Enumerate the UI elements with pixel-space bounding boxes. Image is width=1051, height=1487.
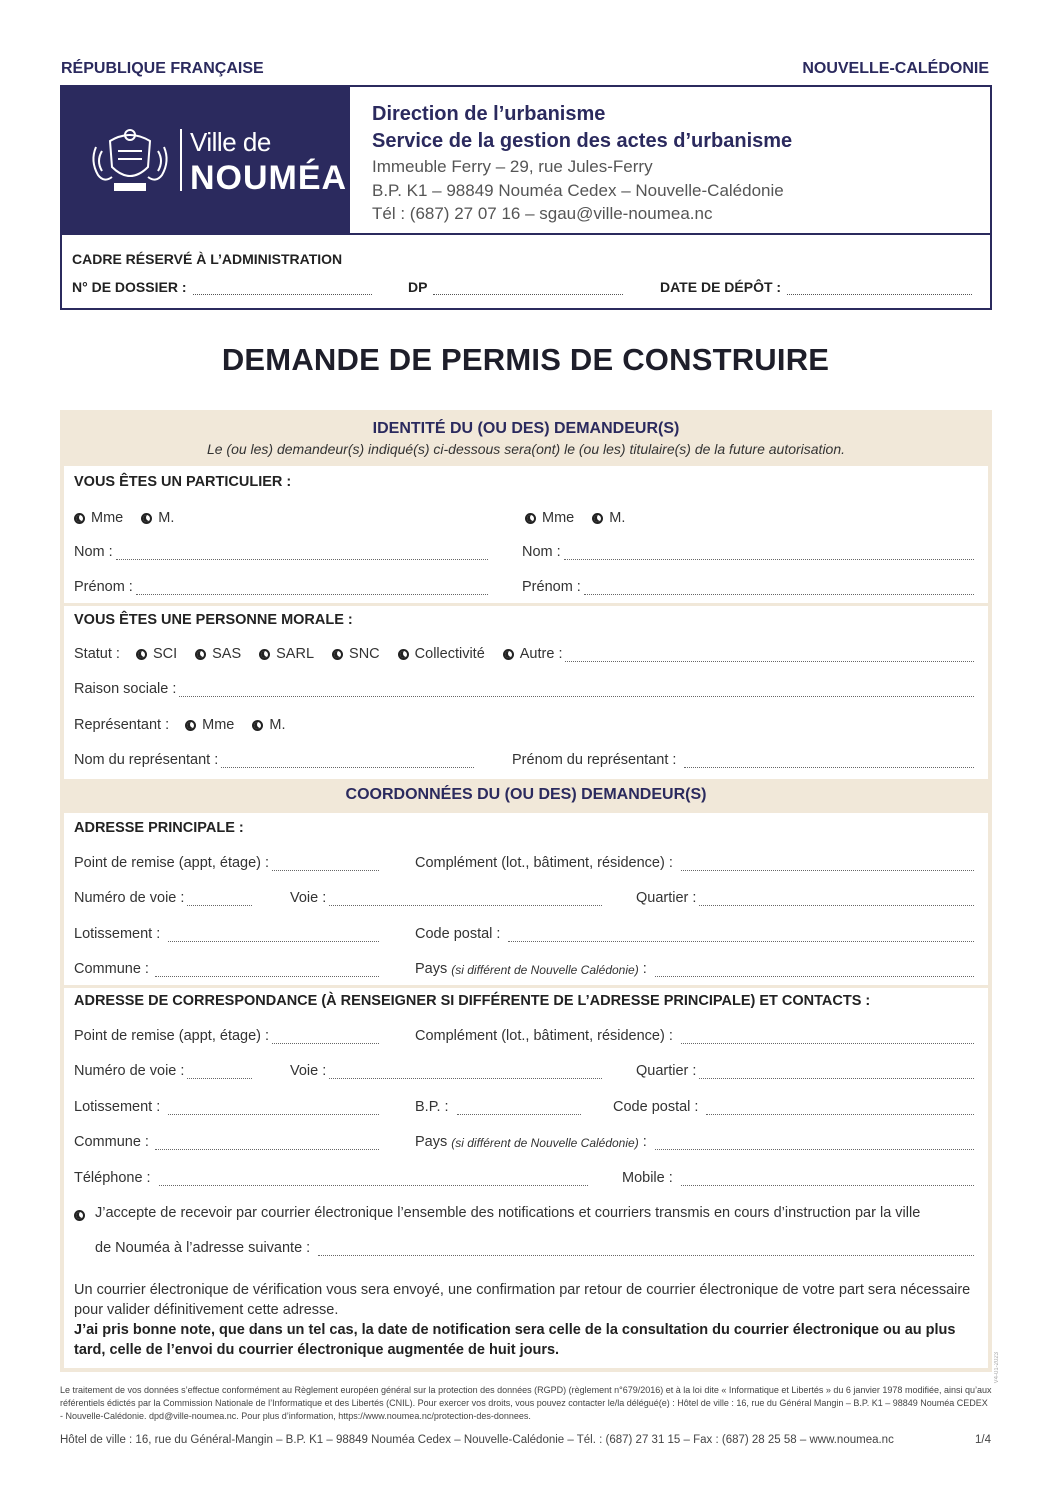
radio-circle-icon [503,649,514,660]
identite-title: IDENTITÉ DU (OU DES) DEMANDEUR(S) [372,420,680,437]
point-remise-field-2[interactable] [74,1028,379,1044]
radio-m-2[interactable] [592,510,625,526]
radio-label: SAS [212,646,242,662]
radio-circle-icon [141,513,152,524]
particulier-civilite-2 [525,510,643,526]
coordonnees-band [64,779,988,813]
radio-label: Mme [202,717,235,733]
email-field[interactable] [95,1240,974,1256]
adresse-principale-heading: ADRESSE PRINCIPALE : [74,820,244,836]
pays-label: Pays [415,1134,448,1150]
gdpr-notice: Le traitement de vos données s’effectue conformément au Règlement européen général sur la protection des données (RGPD) (règlement n°679/2016) et à la loi dite « Informatique et Libertés » du 6 janvier 1978 modifiée, ainsi qu’aux référentiels édictés par la Commission Nationale de l’Informatique et des Libertés (CNIL). Pour exercer vos droits, vous pouvez contacter le/la délégué(e) : Hôtel de ville : 16, rue du Général Mangin – B.P. K1 – 98849 Nouméa CEDEX - Nouvelle-Calédonie. dpd@ville-noumea.nc. Pour plus d’information, https://www.noumea.nc/protection-des-donnees. [60,1385,992,1421]
radio-label: Mme [91,510,124,526]
radio-circle-icon [259,649,270,660]
raison-sociale-field[interactable] [74,681,974,697]
lotissement-field-1[interactable] [74,926,379,942]
dossier-field[interactable] [72,279,372,295]
radio-circle-icon [332,649,343,660]
particulier-civilite-1 [74,510,192,526]
code-postal-field-1[interactable] [415,926,974,942]
complement-field-2[interactable] [415,1028,974,1044]
radio-rep-m[interactable] [252,717,285,733]
pays-field-1[interactable] [415,961,974,977]
date-depot-field[interactable] [660,279,972,295]
code-postal-field-2[interactable] [613,1099,974,1115]
contact-block [372,101,982,226]
radio-label: SNC [349,646,380,662]
numero-voie-field-1[interactable] [74,890,252,906]
quartier-label: Quartier : [636,890,697,906]
prenom-field-2[interactable] [522,579,974,595]
republique-label: RÉPUBLIQUE FRANÇAISE [61,60,264,77]
particulier-heading: VOUS ÊTES UN PARTICULIER : [74,474,292,490]
prenom-representant-field[interactable] [512,752,974,768]
voie-label: Voie : [290,1063,327,1079]
quartier-label: Quartier : [636,1063,697,1079]
radio-circle-icon [252,720,263,731]
radio-label: Mme [542,510,575,526]
voie-label: Voie : [290,890,327,906]
morale-heading: VOUS ÊTES UNE PERSONNE MORALE : [74,612,353,628]
logo-noumea-text: NOUMÉA [190,159,348,197]
contact-bp: B.P. K1 – 98849 Nouméa Cedex – Nouvelle-Calédonie [372,180,784,200]
complement-field-1[interactable] [415,855,974,871]
radio-circle-icon [136,649,147,660]
radio-label: Collectivité [414,646,485,662]
point-remise-label: Point de remise (appt, étage) : [74,855,270,871]
territory-label: NOUVELLE-CALÉDONIE [802,60,989,77]
form-frame [60,410,992,1372]
commune-field-1[interactable] [74,961,379,977]
lotissement-label: Lotissement : [74,926,161,942]
prenom-rep-label: Prénom du représentant : [512,752,677,768]
contact-tel: Tél : (687) 27 07 16 – sgau@ville-noumea.nc [372,204,713,223]
numero-voie-label: Numéro de voie : [74,890,185,906]
bp-field[interactable] [415,1099,581,1115]
direction-name: Direction de l’urbanisme [372,103,606,125]
representant-label: Représentant : [74,717,170,733]
admin-title: CADRE RÉSERVÉ À L’ADMINISTRATION [72,251,343,267]
radio-label: Autre : [519,646,563,662]
header-box [60,85,992,310]
radio-label: SCI [152,646,178,662]
section-divider [64,985,988,988]
numero-voie-label: Numéro de voie : [74,1063,185,1079]
logo-panel [62,87,348,235]
email-label: de Nouméa à l’adresse suivante : [95,1240,311,1256]
accept-email-row [74,1205,974,1221]
radio-collectivite[interactable] [398,646,485,662]
code-postal-label: Code postal : [415,926,501,942]
identite-band [64,414,988,466]
dossier-label: N° DE DOSSIER : [72,279,187,295]
nom-rep-label: Nom du représentant : [74,752,219,768]
notice-block [74,1280,974,1360]
voie-field-1[interactable] [290,890,602,906]
representant-row [74,717,303,733]
section-divider [64,603,988,606]
pays-colon: : [642,961,647,977]
pays-field-2[interactable] [415,1134,974,1150]
raison-label: Raison sociale : [74,681,177,697]
pays-label: Pays [415,961,448,977]
radio-sas[interactable] [195,646,241,662]
footer-address: Hôtel de ville : 16, rue du Général-Mangin – B.P. K1 – 98849 Nouméa Cedex – Nouvelle-Calédonie – Tél. : (687) 27 31 15 – Fax : (687) 28 25 58 – www.noumea.nc [60,1434,894,1446]
point-remise-field-1[interactable] [74,855,379,871]
pays-colon: : [642,1134,647,1150]
complement-label: Complément (lot., bâtiment, résidence) : [415,855,673,871]
complement-label: Complément (lot., bâtiment, résidence) : [415,1028,673,1044]
radio-circle-icon [74,1210,85,1221]
telephone-label: Téléphone : [74,1170,151,1186]
radio-snc[interactable] [332,646,380,662]
voie-field-2[interactable] [290,1063,602,1079]
radio-m-1[interactable] [141,510,174,526]
service-name: Service de la gestion des actes d’urbanisme [372,130,793,152]
radio-label: M. [609,510,626,526]
contact-address: Immeuble Ferry – 29, rue Jules-Ferry [372,157,653,176]
radio-circle-icon [398,649,409,660]
date-depot-label: DATE DE DÉPÔT : [660,279,782,295]
radio-label: M. [269,717,286,733]
telephone-field[interactable] [74,1170,588,1186]
prenom-label: Prénom : [74,579,133,595]
dp-field[interactable] [408,279,623,295]
nom-representant-field[interactable] [74,752,474,768]
bp-label: B.P. : [415,1099,449,1115]
logo-separator [180,129,182,191]
numero-voie-field-2[interactable] [74,1063,252,1079]
notice-text: Un courrier électronique de vérification vous sera envoyé, une confirmation par retour de courrier électronique de votre part sera nécessaire pour valider définitivement cette adresse. [74,1282,971,1318]
radio-rep-mme[interactable] [185,717,234,733]
radio-circle-icon [74,513,85,524]
pays-note: (si différent de Nouvelle Calédonie) [451,1136,639,1150]
quartier-field-2[interactable] [636,1063,974,1079]
adresse-correspondance-heading: ADRESSE DE CORRESPONDANCE (À RENSEIGNER SI DIFFÉRENTE DE L’ADRESSE PRINCIPALE) ET CONTACTS : [74,993,871,1009]
commune-field-2[interactable] [74,1134,379,1150]
radio-sci[interactable] [136,646,177,662]
radio-circle-icon [185,720,196,731]
radio-circle-icon [592,513,603,524]
radio-autre[interactable] [503,646,563,662]
identite-subtitle: Le (ou les) demandeur(s) indiqué(s) ci-dessous sera(ont) le (ou les) titulaire(s) de la future autorisation. [206,441,846,457]
contact-bottom-rule [348,233,992,235]
page-number: 1/4 [975,1434,991,1446]
lotissement-field-2[interactable] [74,1099,379,1115]
page-title: DEMANDE DE PERMIS DE CONSTRUIRE [221,342,830,377]
notice-bold-text: J’ai pris bonne note, que dans un tel cas, la date de notification sera celle de la consultation du courrier électronique ou au plus tard, celle de l’envoi du courrier électronique augmentée de huit jours. [74,1322,956,1358]
code-postal-label: Code postal : [613,1099,699,1115]
radio-mme-2[interactable] [525,510,574,526]
prenom-field-1[interactable] [74,579,488,595]
prenom-label: Prénom : [522,579,581,595]
noumea-crest-icon [88,127,172,193]
contact-divider [348,87,350,235]
radio-circle-icon [195,649,206,660]
version-label: V4-01-2023 [994,1352,1000,1384]
commune-label: Commune : [74,1134,149,1150]
statut-row [74,646,974,662]
nom-field-1[interactable] [74,544,488,560]
accept-email-text: J’accepte de recevoir par courrier électronique l’ensemble des notifications et courriers transmis en cours d’instruction par la ville [95,1205,921,1221]
commune-label: Commune : [74,961,149,977]
nom-field-2[interactable] [522,544,974,560]
radio-label: M. [158,510,175,526]
accept-email-checkbox[interactable] [74,1210,91,1221]
radio-sarl[interactable] [259,646,314,662]
quartier-field-1[interactable] [636,890,974,906]
pays-note: (si différent de Nouvelle Calédonie) [451,963,639,977]
statut-label: Statut : [74,646,120,662]
mobile-label: Mobile : [622,1170,673,1186]
point-remise-label: Point de remise (appt, étage) : [74,1028,270,1044]
radio-mme-1[interactable] [74,510,123,526]
nom-label: Nom : [522,544,561,560]
coordonnees-title: COORDONNÉES DU (OU DES) DEMANDEUR(S) [345,786,707,803]
mobile-field[interactable] [622,1170,974,1186]
radio-label: SARL [276,646,315,662]
radio-circle-icon [525,513,536,524]
lotissement-label: Lotissement : [74,1099,161,1115]
nom-label: Nom : [74,544,113,560]
logo-ville-text: Ville de [190,127,271,157]
dp-label: DP [408,279,428,295]
autre-input[interactable] [565,650,974,662]
